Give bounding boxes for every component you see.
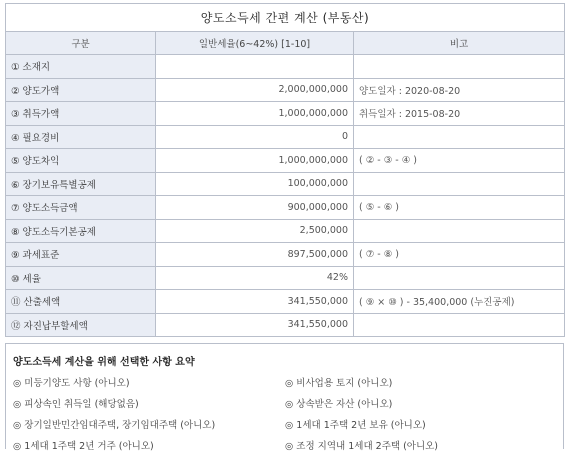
row-amount: 0 [156,125,354,149]
table-row [6,78,565,102]
column-header-remarks: 비고 [354,32,565,55]
summary-item-unregistered-transfer: ◎ 미등기양도 사항 (아니오) [13,378,130,389]
table-row [6,243,565,267]
summary-item-inherited-asset: ◎ 상속받은 자산 (아니오) [285,399,393,410]
row-note [354,266,565,290]
row-label: ④ 필요경비 [6,125,156,149]
table-row [6,125,565,149]
row-label: ③ 취득가액 [6,102,156,126]
page-title: 양도소득세 간편 계산 (부동산) [6,4,565,32]
summary-item-two-year-holding: ◎ 1세대 1주택 2년 보유 (아니오) [285,420,426,431]
table-row [6,313,565,337]
table-row [6,266,565,290]
row-label: ⑨ 과세표준 [6,243,156,267]
row-label: ⑦ 양도소득금액 [6,196,156,220]
row-amount: 2,000,000,000 [156,78,354,102]
row-amount: 1,000,000,000 [156,102,354,126]
row-amount: 341,550,000 [156,290,354,314]
column-header-category: 구분 [6,32,156,55]
row-label: ⑪ 산출세액 [6,290,156,314]
row-amount: 2,500,000 [156,219,354,243]
row-amount [156,55,354,79]
row-note: ( ② - ③ - ④ ) [354,149,565,173]
row-label: ⑩ 세율 [6,266,156,290]
row-label: ⑫ 자진납부할세액 [6,313,156,337]
summary-item-non-business-land: ◎ 비사업용 토지 (아니오) [285,378,393,389]
row-label: ② 양도가액 [6,78,156,102]
row-note: ( ⑤ - ⑥ ) [354,196,565,220]
selection-summary-panel [5,343,564,452]
table-row [6,196,565,220]
row-note: ( ⑨ × ⑩ ) - 35,400,000 (누진공제) [354,290,565,314]
row-note [354,219,565,243]
row-amount: 1,000,000,000 [156,149,354,173]
row-label: ⑧ 양도소득기본공제 [6,219,156,243]
selection-summary-title: 양도소득세 계산을 위해 선택한 사항 요약 [13,357,195,368]
column-header-general-rate: 일반세율(6~42%) [1-10] [156,32,354,55]
row-label: ① 소재지 [6,55,156,79]
table-row [6,149,565,173]
row-amount: 341,550,000 [156,313,354,337]
row-label: ⑤ 양도차익 [6,149,156,173]
row-note: ( ⑦ - ⑧ ) [354,243,565,267]
row-note [354,55,565,79]
table-row [6,290,565,314]
row-note: 양도일자 : 2020-08-20 [354,78,565,102]
table-row [6,219,565,243]
row-amount: 897,500,000 [156,243,354,267]
table-row [6,55,565,79]
summary-item-adjusted-area-two-homes: ◎ 조정 지역내 1세대 2주택 (아니오) [285,441,439,452]
calculation-table [5,3,565,337]
row-label: ⑥ 장기보유특별공제 [6,172,156,196]
summary-item-two-year-residence: ◎ 1세대 1주택 2년 거주 (아니오) [13,441,154,452]
row-amount: 42% [156,266,354,290]
summary-item-long-term-rental: ◎ 장기일반민간임대주택, 장기임대주택 (아니오) [13,420,216,431]
summary-item-decedent-acquisition-date: ◎ 피상속인 취득일 (해당없음) [13,399,139,410]
table-row [6,102,565,126]
row-amount: 900,000,000 [156,196,354,220]
row-note: 취득일자 : 2015-08-20 [354,102,565,126]
table-row [6,172,565,196]
row-amount: 100,000,000 [156,172,354,196]
row-note [354,313,565,337]
row-note [354,125,565,149]
row-note [354,172,565,196]
